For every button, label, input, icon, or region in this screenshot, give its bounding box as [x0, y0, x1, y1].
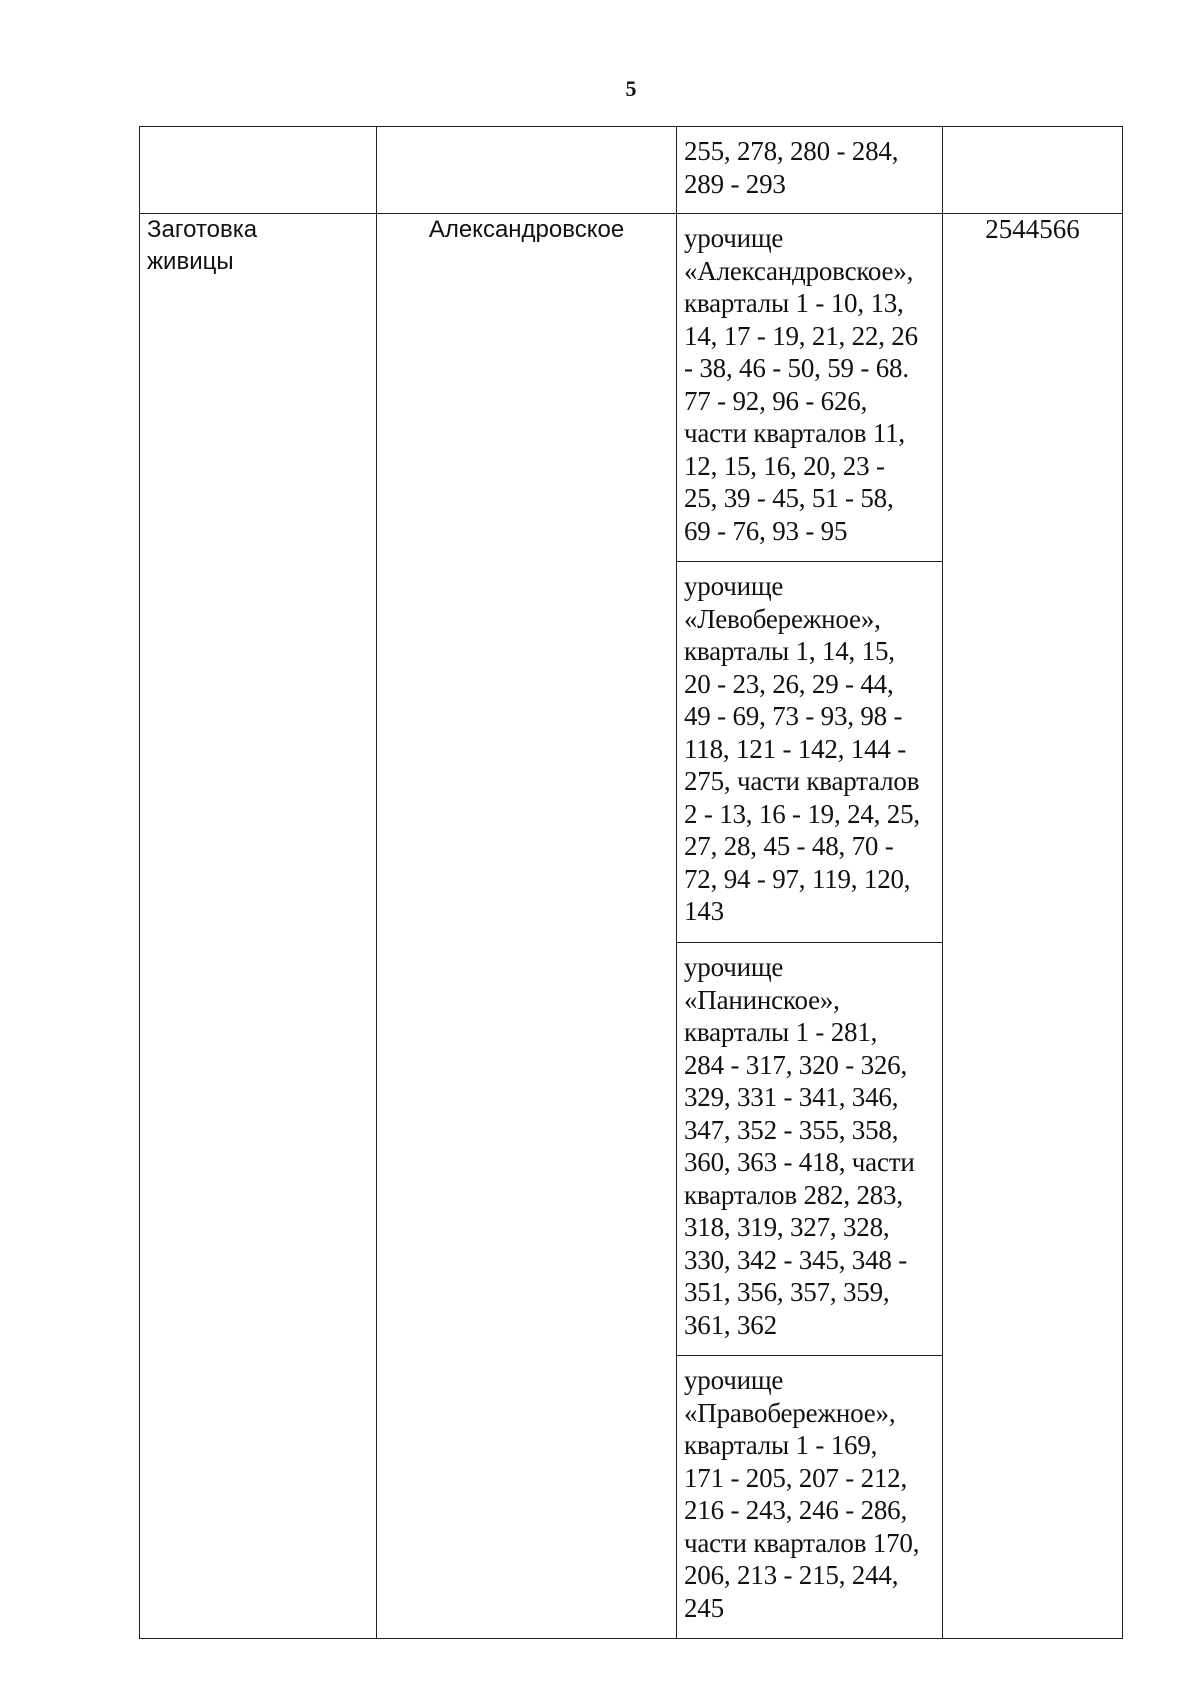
district-cell: [377, 127, 677, 214]
tract-cell: [677, 1356, 943, 1639]
code-cell: [943, 214, 1123, 1639]
activity-text: Заготовка живицы: [147, 216, 258, 275]
tract-text: урочище «Панинское», кварталы 1 - 281, 284 - 317, 320 - 326, 329, 331 - 341, 346, 347, 352 - 355, 358, 360, 363 - 418, части кварталов 282, 283, 318, 319, 327, 328, 330, 342 - 345, 348 - 351, 356, 357, 359, 361, 362: [684, 952, 915, 1340]
activity-cell: [140, 214, 377, 1639]
tract-text: урочище «Александровское», кварталы 1 - 10, 13, 14, 17 - 19, 21, 22, 26 - 38, 46 - 50, 59 - 68. 77 - 92, 96 - 626, части кварталов 11, 12, 15, 16, 20, 23 - 25, 39 - 45, 51 - 58, 69 - 76, 93 - 95: [684, 223, 918, 546]
tract-cell: [677, 943, 943, 1356]
page-number: 5: [625, 76, 637, 101]
tract-text: урочище «Правобережное», кварталы 1 - 169, 171 - 205, 207 - 212, 216 - 243, 246 - 286, части кварталов 170, 206, 213 - 215, 244, 245: [684, 1365, 920, 1623]
quarters-text: 255, 278, 280 - 284, 289 - 293: [684, 136, 899, 199]
table-row: [140, 214, 1123, 562]
code-text: 2544566: [985, 214, 1080, 244]
tract-cell: [677, 562, 943, 943]
table-row: [140, 127, 1123, 214]
district-text: Александровское: [428, 216, 625, 243]
quarters-cell: [677, 127, 943, 214]
tract-cell: [677, 214, 943, 562]
activity-cell: [140, 127, 377, 214]
district-cell: [377, 214, 677, 1639]
forest-quarters-table: [139, 126, 1123, 1639]
code-cell: [943, 127, 1123, 214]
tract-text: урочище «Левобережное», кварталы 1, 14, 15, 20 - 23, 26, 29 - 44, 49 - 69, 73 - 93, 98 - 118, 121 - 142, 144 - 275, части кварталов 2 - 13, 16 - 19, 24, 25, 27, 28, 45 - 48, 70 - 72, 94 - 97, 119, 120, 143: [684, 571, 920, 926]
